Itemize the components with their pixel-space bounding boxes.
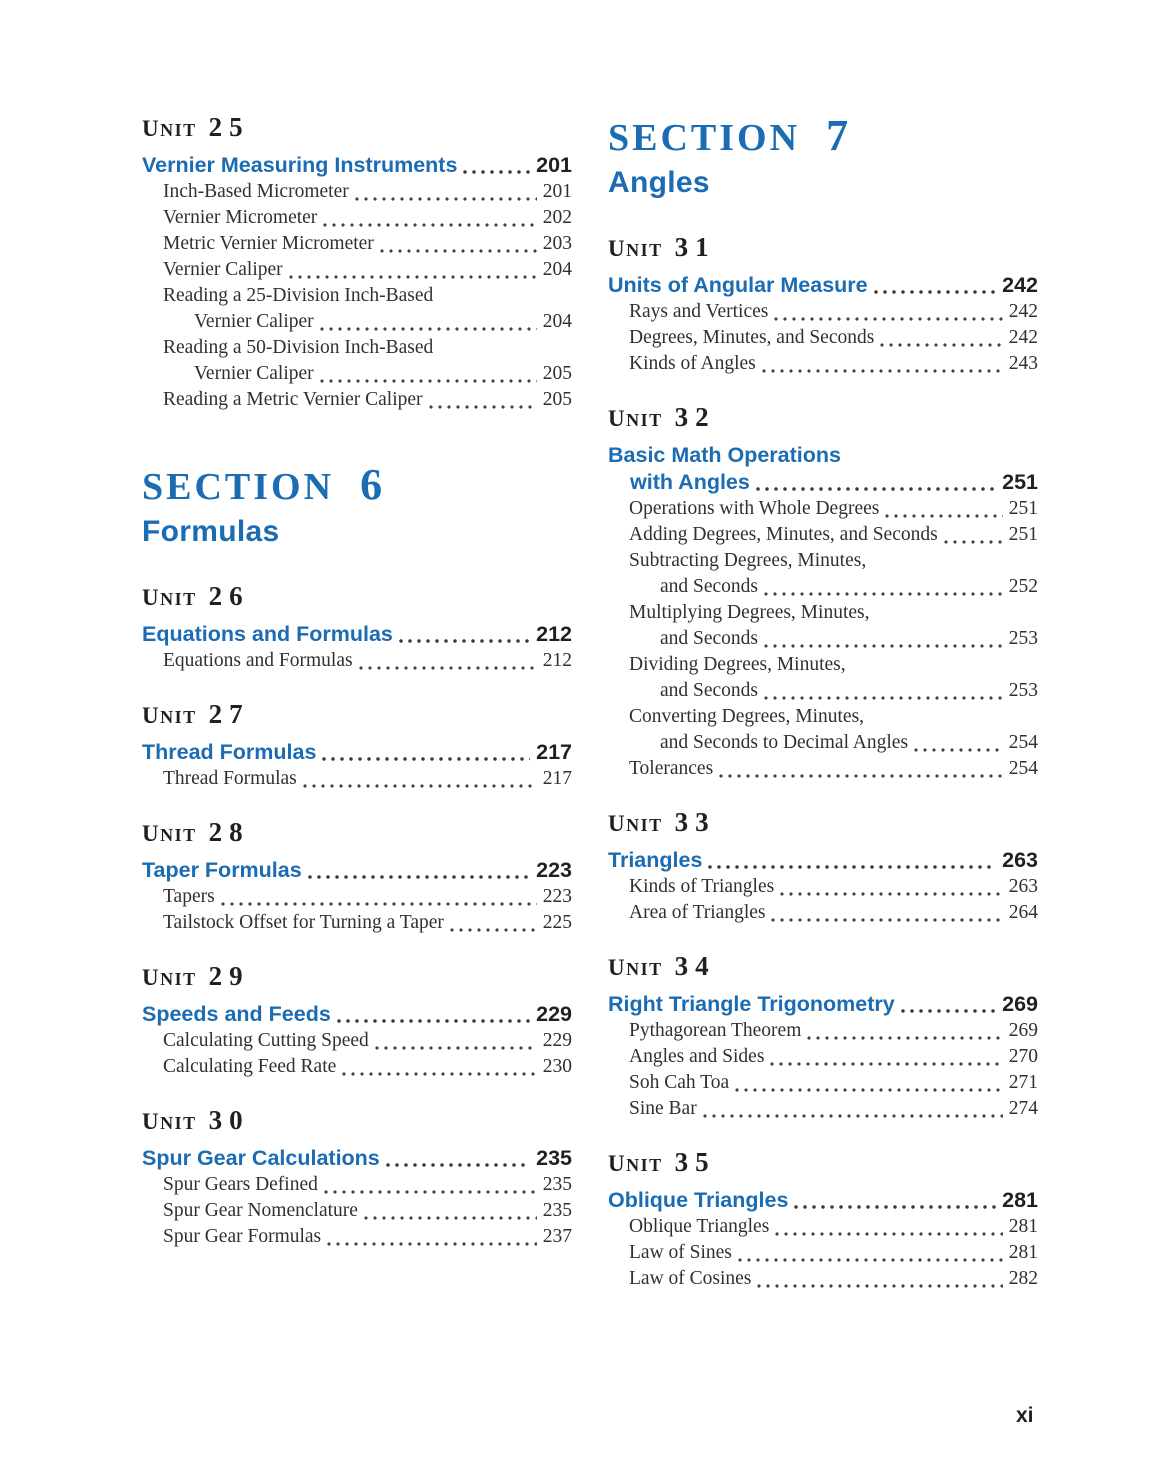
unit-block [142,817,572,936]
unit-number: 31 [674,232,716,262]
unit-number: 28 [208,817,250,847]
toc-column-left [142,112,572,1275]
toc-entry-text: Rays and Vertices [629,301,769,322]
toc-entry-row [142,231,572,257]
toc-entry-page: 282 [1008,1268,1038,1289]
toc-entry-text: Converting Degrees, Minutes, [629,706,865,727]
toc-entry-row [142,257,572,283]
unit-number: 34 [674,951,716,981]
unit-title-page: 223 [536,858,572,882]
toc-entry-page: 254 [1008,732,1038,753]
unit-title-text: Taper Formulas [142,858,302,882]
section-title: Angles [608,166,710,199]
unit-number: 32 [674,402,716,432]
toc-entry-page: 205 [542,363,572,384]
section-number: 6 [360,460,383,509]
toc-entry-page: 235 [542,1174,572,1195]
toc-entry-page: 263 [1008,876,1038,897]
toc-entry-text: Vernier Caliper [194,311,314,332]
page-number: xi [1016,1404,1034,1427]
toc-entry-row [142,648,572,674]
section-heading-line [608,110,1038,161]
toc-entry-row [142,283,572,309]
unit-title-row [608,272,1038,299]
toc-entry-row [608,496,1038,522]
unit-number: 35 [674,1147,716,1177]
toc-entry-text: Angles and Sides [629,1046,765,1067]
toc-entry-row [608,548,1038,574]
unit-number: 25 [208,112,250,142]
unit-heading [142,699,572,734]
toc-entry-text: Vernier Caliper [163,259,283,280]
unit-heading [142,817,572,852]
toc-entry-row [142,1198,572,1224]
unit-title-text: Vernier Measuring Instruments [142,153,458,177]
toc-entry-page: 235 [542,1200,572,1221]
toc-entry-page: 281 [1008,1216,1038,1237]
unit-number: 33 [674,807,716,837]
unit-number: 26 [208,581,250,611]
unit-label: UNIT [142,116,197,141]
toc-entry-row [608,626,1038,652]
toc-entry-row [142,766,572,792]
toc-entry-text: Spur Gears Defined [163,1174,318,1195]
unit-block [608,807,1038,926]
unit-number: 29 [208,961,250,991]
toc-entry-row [608,1070,1038,1096]
toc-entry-page: 264 [1008,902,1038,923]
toc-entry-row [608,1240,1038,1266]
unit-number: 27 [208,699,250,729]
unit-block [608,1147,1038,1292]
unit-block [608,402,1038,782]
unit-label: UNIT [142,965,197,990]
unit-label: UNIT [142,821,197,846]
section-heading-line [142,459,572,510]
unit-title-text: Speeds and Feeds [142,1002,331,1026]
toc-entry-text: Vernier Caliper [194,363,314,384]
toc-entry-row [142,361,572,387]
toc-column-right [608,110,1038,1317]
toc-entry-text: Reading a Metric Vernier Caliper [163,389,423,410]
toc-entry-row [608,325,1038,351]
unit-title-row [608,847,1038,874]
unit-label: UNIT [142,585,197,610]
unit-block [608,951,1038,1122]
toc-entry-row [608,678,1038,704]
toc-entry-page: 253 [1008,628,1038,649]
toc-entry-text: Tapers [163,886,215,907]
toc-entry-row [142,1224,572,1250]
toc-entry-page: 253 [1008,680,1038,701]
toc-entry-text: Reading a 50-Division Inch-Based [163,337,434,358]
toc-entry-row [608,1266,1038,1292]
toc-entry-row [608,600,1038,626]
unit-title-page: 201 [536,153,572,177]
unit-heading [608,1147,1038,1182]
unit-block [142,112,572,413]
unit-title-row [142,857,572,884]
toc-entry-row [142,910,572,936]
unit-block [142,961,572,1080]
unit-heading [142,581,572,616]
toc-entry-text: Subtracting Degrees, Minutes, [629,550,867,571]
toc-entry-text: Equations and Formulas [163,650,353,671]
unit-title-page: 229 [536,1002,572,1026]
toc-entry-row [142,309,572,335]
unit-block [608,232,1038,377]
toc-entry-row [608,1044,1038,1070]
toc-entry-page: 270 [1008,1046,1038,1067]
unit-title-text: Basic Math Operations [608,443,841,467]
toc-entry-row [142,884,572,910]
toc-entry-text: Law of Cosines [629,1268,752,1289]
toc-entry-row [608,574,1038,600]
unit-block [142,699,572,792]
unit-title-text: Right Triangle Trigonometry [608,992,895,1016]
toc-entry-page: 281 [1008,1242,1038,1263]
toc-entry-row [608,522,1038,548]
unit-block [142,581,572,674]
toc-entry-page: 230 [542,1056,572,1077]
unit-title-row [142,739,572,766]
toc-entry-text: Calculating Feed Rate [163,1056,337,1077]
toc-entry-row [608,1214,1038,1240]
section-label: SECTION [142,466,335,508]
toc-entry-row [608,652,1038,678]
unit-label: UNIT [608,955,663,980]
toc-entry-row [608,874,1038,900]
toc-entry-page: 204 [542,311,572,332]
toc-entry-text: Adding Degrees, Minutes, and Seconds [629,524,938,545]
unit-title-text: with Angles [630,470,750,494]
unit-title-page: 212 [536,622,572,646]
toc-entry-page: 252 [1008,576,1038,597]
toc-entry-row [142,387,572,413]
toc-entry-text: Kinds of Triangles [629,876,775,897]
unit-heading [608,951,1038,986]
toc-entry-text: Kinds of Angles [629,353,756,374]
section-number: 7 [826,111,849,160]
unit-title-row [142,152,572,179]
toc-entry-row [142,335,572,361]
unit-title-row [608,469,1038,496]
toc-entry-page: 242 [1008,327,1038,348]
section-title: Formulas [142,515,280,548]
unit-title-page: 269 [1002,992,1038,1016]
toc-entry-row [608,1096,1038,1122]
toc-entry-page: 271 [1008,1072,1038,1093]
toc-entry-text: and Seconds [660,680,759,701]
toc-entry-row [142,1054,572,1080]
toc-entry-text: Calculating Cutting Speed [163,1030,369,1051]
toc-entry-row [608,351,1038,377]
unit-title-text: Equations and Formulas [142,622,393,646]
toc-entry-text: Area of Triangles [629,902,766,923]
toc-entry-page: 242 [1008,301,1038,322]
toc-entry-row [142,205,572,231]
toc-entry-row [608,730,1038,756]
toc-entry-page: 212 [542,650,572,671]
unit-heading [142,1105,572,1140]
toc-entry-text: Pythagorean Theorem [629,1020,802,1041]
toc-entry-row [608,704,1038,730]
toc-entry-page: 217 [542,768,572,789]
unit-label: UNIT [142,703,197,728]
toc-entry-page: 269 [1008,1020,1038,1041]
toc-entry-text: Tolerances [629,758,714,779]
toc-entry-page: 204 [542,259,572,280]
toc-entry-page: 203 [542,233,572,254]
toc-entry-text: Soh Cah Toa [629,1072,730,1093]
toc-entry-text: Multiplying Degrees, Minutes, [629,602,870,623]
unit-title-row [608,991,1038,1018]
unit-title-text: Thread Formulas [142,740,317,764]
toc-entry-row [608,900,1038,926]
unit-label: UNIT [608,1151,663,1176]
toc-entry-text: Operations with Whole Degrees [629,498,880,519]
toc-entry-text: Sine Bar [629,1098,697,1119]
unit-block [142,1105,572,1250]
toc-entry-text: Oblique Triangles [629,1216,770,1237]
unit-title-text: Units of Angular Measure [608,273,868,297]
unit-title-text: Spur Gear Calculations [142,1146,380,1170]
toc-entry-page: 243 [1008,353,1038,374]
unit-label: UNIT [608,236,663,261]
toc-entry-page: 223 [542,886,572,907]
unit-heading [142,112,572,147]
toc-entry-text: Inch-Based Micrometer [163,181,349,202]
unit-title-page: 281 [1002,1188,1038,1212]
section-label: SECTION [608,117,801,159]
toc-entry-text: Spur Gear Formulas [163,1226,322,1247]
toc-entry-page: 201 [542,181,572,202]
unit-number: 30 [208,1105,250,1135]
toc-entry-text: Thread Formulas [163,768,297,789]
toc-entry-page: 237 [542,1226,572,1247]
unit-title-row [142,1001,572,1028]
unit-title-page: 217 [536,740,572,764]
section-heading [608,110,1038,200]
toc-entry-row [142,179,572,205]
toc-entry-page: 251 [1008,524,1038,545]
unit-title-row [608,1187,1038,1214]
toc-entry-row [608,299,1038,325]
toc-entry-row [142,1028,572,1054]
unit-heading [142,961,572,996]
toc-entry-page: 254 [1008,758,1038,779]
toc-entry-text: and Seconds to Decimal Angles [660,732,909,753]
toc-entry-text: Dividing Degrees, Minutes, [629,654,846,675]
toc-entry-text: Law of Sines [629,1242,732,1263]
unit-label: UNIT [608,406,663,431]
toc-entry-text: Spur Gear Nomenclature [163,1200,358,1221]
toc-entry-page: 274 [1008,1098,1038,1119]
toc-entry-row [608,756,1038,782]
unit-title-row [608,442,1038,469]
toc-entry-text: Reading a 25-Division Inch-Based [163,285,434,306]
unit-title-text: Triangles [608,848,703,872]
unit-label: UNIT [142,1109,197,1134]
unit-title-page: 235 [536,1146,572,1170]
section-heading [142,459,572,549]
toc-entry-text: Metric Vernier Micrometer [163,233,374,254]
toc-entry-text: and Seconds [660,628,759,649]
unit-heading [608,232,1038,267]
unit-label: UNIT [608,811,663,836]
unit-heading [608,807,1038,842]
toc-entry-text: Degrees, Minutes, and Seconds [629,327,875,348]
toc-entry-row [608,1018,1038,1044]
unit-title-page: 242 [1002,273,1038,297]
toc-entry-row [142,1172,572,1198]
unit-title-page: 263 [1002,848,1038,872]
toc-entry-page: 229 [542,1030,572,1051]
unit-title-page: 251 [1002,470,1038,494]
toc-entry-text: and Seconds [660,576,759,597]
toc-entry-page: 225 [542,912,572,933]
unit-title-row [142,621,572,648]
toc-entry-text: Tailstock Offset for Turning a Taper [163,912,444,933]
toc-entry-page: 251 [1008,498,1038,519]
unit-title-text: Oblique Triangles [608,1188,789,1212]
toc-entry-text: Vernier Micrometer [163,207,318,228]
toc-entry-page: 205 [542,389,572,410]
toc-entry-page: 202 [542,207,572,228]
unit-title-row [142,1145,572,1172]
unit-heading [608,402,1038,437]
